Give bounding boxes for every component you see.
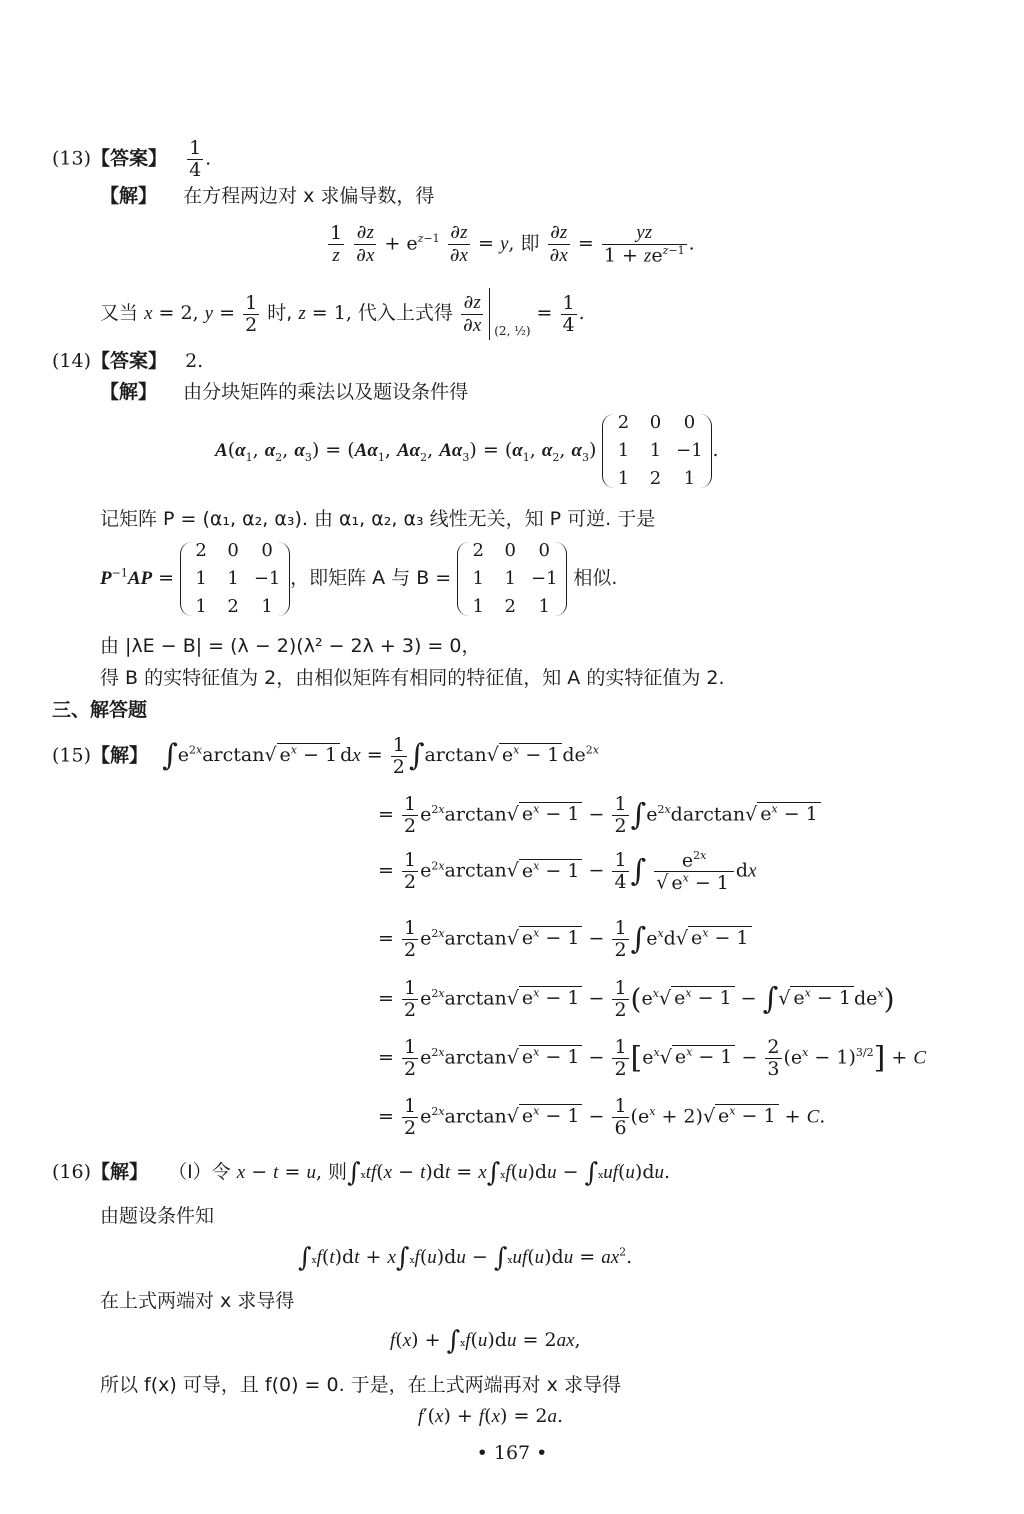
q13-intro <box>100 187 434 206</box>
q16-equation-2: f(x) + ∫xf(u)du = 2ax, <box>390 1326 581 1356</box>
q16-equation-3: f′(x) + f(x) = 2a. <box>418 1405 564 1427</box>
q16-label: (16) <box>52 1161 92 1183</box>
section-title: 三、解答题 <box>52 699 148 721</box>
q15-line-6: = $\frac{1}{2}$ $e^{2x}\arctan√$ $e^x - 1$ − $\frac{1}{2}$ [$e^x√$ $e^x - 1$ − $\frac{2}{3}$ $(e^x - 1)^{3/2}] + C$ <box>378 1036 926 1080</box>
q16-equation-1: $\int xf(t)dt + x\int xf(u)du - \int xuf(u)du = ax^2$. <box>298 1243 633 1273</box>
q14-label: (14) <box>52 350 92 372</box>
q14-answer-tag: 【答案】 <box>91 350 168 372</box>
q15-sol-tag: 【解】 <box>91 744 149 767</box>
q13-answer: $\frac{1}{4}$ <box>189 137 202 181</box>
q14-similar-text: ，即矩阵 A 与 B = <box>290 567 452 589</box>
q16-part: （Ⅰ）令 <box>168 1161 231 1183</box>
q14-char-poly: 由 |λE − B| = (λ − 2)(λ² − 2λ + 3) = 0， <box>100 635 481 657</box>
q13-label: (13) <box>52 147 92 170</box>
q13-equation-1: $\frac{1}{z}$ $\frac{\partial z}{\partial x}$ + $e^{z-1}$ $\frac{\partial z}{\partial x}$ = y, 即 $\frac{\partial z}{\partial x}$ = yz $1 + ze^{z-1}$ . <box>330 221 695 267</box>
q13-header: (13)【答案】 $\frac{1}{4}$ . <box>52 137 212 181</box>
q14-intro <box>100 383 468 402</box>
q15-line-2: = $\frac{1}{2}$ $e^{2x}\arctan√$ $e^x - 1$ − $\frac{1}{2}$ $\int e^{2x}darctan√$ $e^x - 1$ <box>378 794 821 837</box>
q15-line-3: = $\frac{1}{2}$ $e^{2x}\arctan√$ $e^x - 1$ − $\frac{1}{4}$ ∫ $\frac{e^{2x}}{√ e^x - 1}$ dx <box>378 849 757 894</box>
q14-conclusion: 得 B 的实特征值为 2，由相似矩阵有相同的特征值，知 A 的实特征值为 2. <box>100 667 725 689</box>
q14-similar-end: 相似. <box>573 567 618 589</box>
matrix-3: 2 0 0 1 1 −1 1 2 1 <box>457 542 567 616</box>
q15-label: (15) <box>52 744 92 767</box>
q15-line-7: = $\frac{1}{2}$ $e^{2x}\arctan√$ $e^x - 1$ − $\frac{1}{6}$ $(e^x + 2)√$ $e^x - 1 + C$. <box>378 1095 826 1139</box>
q16-sol-tag: 【解】 <box>91 1161 149 1183</box>
q13-answer-tag: 【答案】 <box>91 147 168 170</box>
q14-header <box>52 352 203 371</box>
q15-line-1: (15)【解】 $\int e^{2x}\arctan√$ $e^x - 1$ dx = $\frac{1}{2}$ ∫arctan√ $e^x - 1$ $de^{2x}$ <box>52 734 600 778</box>
q14-matrix-p: 记矩阵 P = (α₁, α₂, α₃). 由 α₁, α₂, α₃ 线性无关，知 P 可逆. 于是 <box>100 508 656 530</box>
page-number: • 167 • <box>476 1442 548 1464</box>
q13-substitution: 又当 x = 2, y = $\frac{1}{2}$ 时, z = 1, 代入上式得 $\frac{\partial z}{\partial x}$ $_{(2, \frac{1}{2})}$ = $\frac{1}{4}$ . <box>100 288 585 340</box>
q16-diff-2: 所以 f(x) 可导，且 f(0) = 0. 于是，在上式两端再对 x 求导得 <box>100 1374 621 1396</box>
q15-line-4: = $\frac{1}{2}$ $e^{2x}\arctan√$ $e^x - 1$ − $\frac{1}{2}$ $\int e^xd√$ $e^x - 1$ <box>378 918 752 961</box>
q16-line-1: (16)【解】 （Ⅰ）令 x − t = u, 则∫xtf(x − t)dt = x∫xf(u)du − ∫xuf(u)du. <box>52 1158 671 1188</box>
q14-similarity: $P^{-1}AP$ = 2 0 0 1 1 −1 1 2 1 ，即矩阵 A 与 B = 2 0 0 1 1 −1 1 2 1 相似. <box>100 540 618 617</box>
q16-condition: 由题设条件知 <box>100 1205 215 1227</box>
q14-intro-text: 由分块矩阵的乘法以及题设条件得 <box>183 381 469 403</box>
q13-sol-tag: 【解】 <box>100 185 158 207</box>
q14-answer: 2. <box>185 350 204 372</box>
matrix-1: 2 0 0 1 1 −1 1 2 1 <box>602 414 712 488</box>
matrix-2: 2 0 0 1 1 −1 1 2 1 <box>180 542 290 616</box>
q14-block-equation: $A(\alpha_1$, $\alpha_2$, $\alpha_3) = (A\alpha_1$, $A\alpha_2$, $A\alpha_3) = (\alpha_1$, $\alpha_2$, $\alpha_3$) 2 0 0 1 1 −1 1 2 1 . <box>215 412 719 489</box>
q13-intro-text: 在方程两边对 x 求偏导数，得 <box>183 185 435 207</box>
q16-diff-1: 在上式两端对 x 求导得 <box>100 1290 295 1312</box>
q15-line-5: = $\frac{1}{2}$ $e^{2x}\arctan√$ $e^x - 1$ − $\frac{1}{2}$ ($e^x√$ $e^x - 1$ − ∫√ $e^x - 1$ $de^x$) <box>378 977 895 1021</box>
q14-sol-tag: 【解】 <box>100 381 158 403</box>
